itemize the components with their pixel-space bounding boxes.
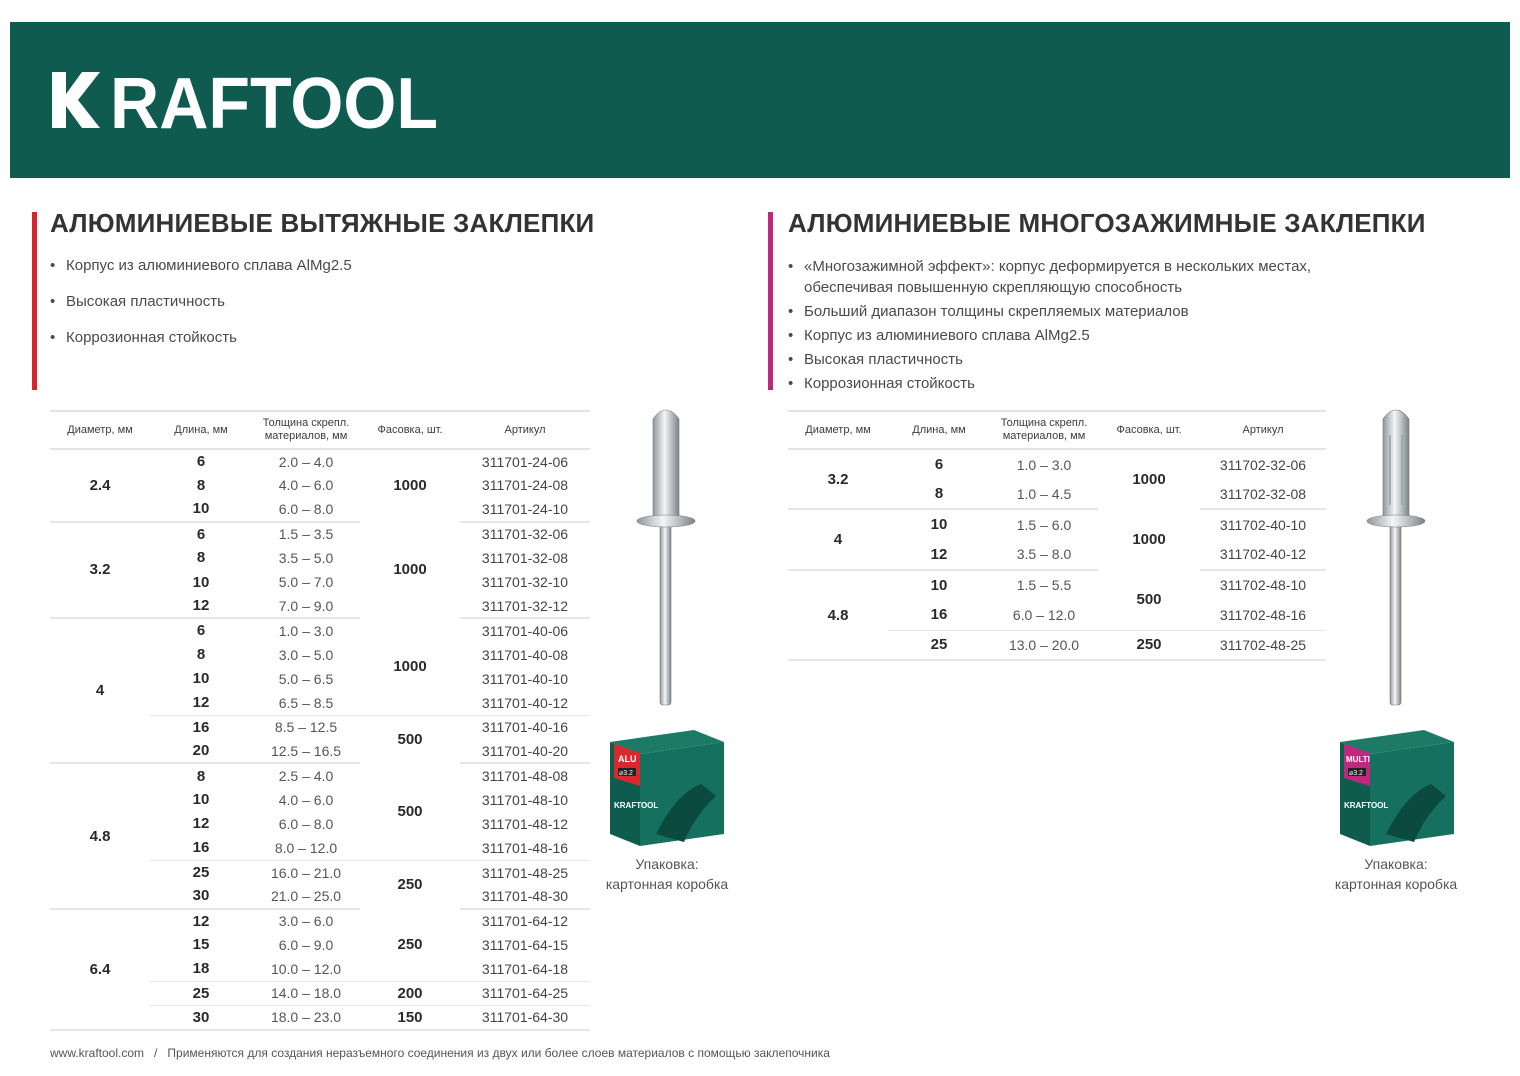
- article-cell: 311701-48-10: [481, 791, 569, 808]
- length-cell: 30: [150, 884, 252, 908]
- diameter-cell: 4.8: [50, 763, 150, 908]
- table-row: [788, 570, 1326, 600]
- length-cell: 10: [930, 516, 948, 534]
- table-row: [788, 449, 1326, 479]
- diameter-cell: 4: [50, 618, 150, 763]
- article-cell: 311702-48-25: [1200, 630, 1326, 660]
- diameter-cell: 3.2: [788, 449, 888, 509]
- length-cell: 8: [888, 479, 990, 509]
- table-row: [788, 509, 1326, 539]
- thickness-cell: 5.0 – 7.0: [278, 574, 334, 591]
- article-cell: 311701-48-12: [481, 815, 569, 832]
- thickness-cell: 18.0 – 23.0: [252, 1005, 360, 1029]
- diameter-cell: 3.2: [50, 522, 150, 619]
- article-cell: 311701-40-20: [460, 739, 590, 763]
- length-cell: 12: [192, 912, 210, 930]
- length-cell: 8: [196, 767, 206, 785]
- multigrip-rivet-image: [1366, 405, 1426, 710]
- article-cell: 311702-40-12: [1200, 540, 1326, 570]
- right-packaging-label: Упаковка: картонная коробка: [1334, 856, 1458, 892]
- col-header-length: Длина, мм: [150, 411, 252, 449]
- length-cell: 6: [934, 456, 944, 474]
- thickness-cell: 1.0 – 3.0: [278, 622, 334, 639]
- thickness-cell: 6.5 – 8.5: [252, 691, 360, 715]
- pack-cell: 500: [1098, 570, 1200, 630]
- article-cell: 311701-64-25: [460, 981, 590, 1005]
- length-cell: 10: [150, 497, 252, 521]
- article-cell: 311702-40-10: [1219, 516, 1307, 533]
- svg-text:MULTI: MULTI: [1346, 755, 1370, 764]
- length-cell: 8: [196, 476, 206, 494]
- col-header-article: Артикул: [1200, 411, 1326, 449]
- thickness-cell: 3.5 – 5.0: [278, 549, 334, 566]
- diameter-cell: 4.8: [788, 570, 888, 661]
- thickness-cell: 1.0 – 3.0: [1016, 456, 1072, 473]
- length-cell: 8: [196, 646, 206, 664]
- article-cell: 311701-24-06: [481, 453, 569, 470]
- article-cell: 311702-48-10: [1219, 577, 1307, 594]
- thickness-cell: 3.0 – 6.0: [278, 913, 334, 930]
- length-cell: 25: [888, 630, 990, 660]
- article-cell: 311701-32-12: [460, 594, 590, 618]
- thickness-cell: 6.0 – 12.0: [990, 600, 1098, 630]
- article-cell: 311701-64-30: [460, 1005, 590, 1029]
- thickness-cell: 14.0 – 18.0: [252, 981, 360, 1005]
- table-row: [50, 618, 590, 642]
- pull-rivet-image: [636, 405, 696, 710]
- svg-text:KRAFTOOL: KRAFTOOL: [1344, 801, 1389, 810]
- length-cell: 30: [150, 1005, 252, 1029]
- table-row: [50, 763, 590, 787]
- length-cell: 25: [150, 981, 252, 1005]
- footer-separator: /: [154, 1046, 158, 1060]
- table-row: [50, 522, 590, 546]
- left-bullet: • Высокая пластичность: [50, 292, 570, 328]
- footer-note: Применяются для создания неразъемного соединения из двух или более слоев материалов с помощью заклепочника: [167, 1046, 830, 1060]
- right-bullet: • Больший диапазон толщины скрепляемых материалов: [788, 301, 1348, 322]
- article-cell: 311701-32-08: [481, 549, 569, 566]
- multi-rivet-box-image: [1336, 724, 1458, 852]
- article-cell: 311701-64-18: [460, 957, 590, 981]
- length-cell: 10: [192, 791, 210, 809]
- thickness-cell: 21.0 – 25.0: [252, 884, 360, 908]
- article-cell: 311701-32-06: [481, 526, 569, 543]
- length-cell: 10: [192, 670, 210, 688]
- pack-cell: 150: [360, 1005, 460, 1029]
- right-bullet: • Высокая пластичность: [788, 349, 1348, 370]
- left-bullet-list: [50, 256, 570, 364]
- pack-cell: 200: [360, 981, 460, 1005]
- footer: [50, 1046, 830, 1060]
- diameter-cell: 4: [788, 509, 888, 569]
- article-cell: 311701-32-10: [481, 574, 569, 591]
- left-section-title: АЛЮМИНИЕВЫЕ ВЫТЯЖНЫЕ ЗАКЛЕПКИ: [50, 208, 595, 238]
- pack-cell: 1000: [1132, 471, 1166, 489]
- length-cell: 6: [196, 622, 206, 640]
- right-bullet: • Корпус из алюминиевого сплава AlMg2.5: [788, 325, 1348, 346]
- length-cell: 16: [888, 600, 990, 630]
- col-header-pack: Фасовка, шт.: [1098, 411, 1200, 449]
- thickness-cell: 8.5 – 12.5: [274, 719, 338, 736]
- length-cell: 20: [150, 739, 252, 763]
- length-cell: 16: [192, 718, 210, 736]
- article-cell: 311702-48-16: [1200, 600, 1326, 630]
- length-cell: 6: [196, 525, 206, 543]
- thickness-cell: 2.0 – 4.0: [278, 453, 334, 470]
- article-cell: 311702-32-08: [1200, 479, 1326, 509]
- col-header-pack: Фасовка, шт.: [360, 411, 460, 449]
- thickness-cell: 12.5 – 16.5: [252, 739, 360, 763]
- thickness-cell: 10.0 – 12.0: [252, 957, 360, 981]
- right-bullet: • «Многозажимной эффект»: корпус деформируется в нескольких местах, обеспечивая повышенную скрепляющую способность: [788, 256, 1348, 298]
- left-accent-bar: [32, 212, 37, 390]
- thickness-cell: 8.0 – 12.0: [252, 836, 360, 860]
- pack-cell: 250: [1098, 630, 1200, 660]
- pack-cell: 1000: [393, 561, 427, 579]
- pack-cell: 500: [360, 763, 460, 860]
- col-header-thickness: Толщина скрепл. материалов, мм: [990, 411, 1098, 449]
- col-header-article: Артикул: [460, 411, 590, 449]
- col-header-diameter: Диаметр, мм: [788, 411, 888, 449]
- table-row: [50, 909, 590, 933]
- left-packaging-label: Упаковка: картонная коробка: [605, 856, 729, 892]
- thickness-cell: 2.5 – 4.0: [278, 768, 334, 785]
- article-cell: 311701-48-25: [481, 864, 569, 881]
- thickness-cell: 6.0 – 8.0: [252, 497, 360, 521]
- kraftool-logo: [48, 68, 448, 132]
- col-header-thickness: Толщина скрепл. материалов, мм: [252, 411, 360, 449]
- thickness-cell: 3.0 – 5.0: [278, 646, 334, 663]
- left-spec-table: [50, 410, 590, 1031]
- left-bullet: • Корпус из алюминиевого сплава AlMg2.5: [50, 256, 570, 292]
- thickness-cell: 1.5 – 5.5: [1016, 577, 1072, 594]
- length-cell: 10: [192, 573, 210, 591]
- left-bullet: • Коррозионная стойкость: [50, 328, 570, 364]
- thickness-cell: 6.0 – 8.0: [278, 815, 334, 832]
- pack-cell: 500: [397, 731, 423, 748]
- right-section-title: АЛЮМИНИЕВЫЕ МНОГОЗАЖИМНЫЕ ЗАКЛЕПКИ: [788, 208, 1426, 238]
- length-cell: 12: [888, 540, 990, 570]
- article-cell: 311701-40-12: [460, 691, 590, 715]
- article-cell: 311701-40-08: [481, 646, 569, 663]
- article-cell: 311701-40-06: [481, 622, 569, 639]
- right-bullet-list: [788, 256, 1348, 397]
- alu-rivet-box-image: [606, 724, 728, 852]
- table-row: [50, 449, 590, 473]
- pack-cell: 250: [397, 876, 423, 894]
- length-cell: 12: [150, 594, 252, 618]
- svg-text:RAFTOOL: RAFTOOL: [110, 68, 438, 132]
- svg-text:ALU: ALU: [618, 754, 637, 764]
- right-bullet: • Коррозионная стойкость: [788, 373, 1348, 394]
- length-cell: 12: [150, 691, 252, 715]
- thickness-cell: 7.0 – 9.0: [252, 594, 360, 618]
- article-cell: 311701-24-08: [481, 477, 569, 494]
- col-header-length: Длина, мм: [888, 411, 990, 449]
- pack-cell: 1000: [1132, 531, 1166, 549]
- article-cell: 311701-24-10: [460, 497, 590, 521]
- footer-site-link[interactable]: www.kraftool.com: [50, 1046, 145, 1060]
- article-cell: 311701-64-12: [481, 913, 569, 930]
- thickness-cell: 4.0 – 6.0: [278, 791, 334, 808]
- svg-text:⌀3.2: ⌀3.2: [1349, 770, 1363, 777]
- pack-cell: 250: [360, 909, 460, 982]
- length-cell: 16: [150, 836, 252, 860]
- right-spec-table: [788, 410, 1326, 661]
- diameter-cell: 2.4: [50, 449, 150, 522]
- svg-text:⌀3.2: ⌀3.2: [619, 770, 633, 777]
- thickness-cell: 1.5 – 6.0: [1016, 516, 1072, 533]
- length-cell: 10: [930, 576, 948, 594]
- article-cell: 311701-48-16: [460, 836, 590, 860]
- length-cell: 8: [196, 549, 206, 567]
- article-cell: 311701-64-15: [481, 936, 569, 953]
- pack-cell: 1000: [360, 618, 460, 715]
- thickness-cell: 6.0 – 9.0: [278, 936, 334, 953]
- thickness-cell: 4.0 – 6.0: [278, 477, 334, 494]
- thickness-cell: 1.0 – 4.5: [990, 479, 1098, 509]
- thickness-cell: 16.0 – 21.0: [270, 864, 342, 881]
- length-cell: 25: [192, 864, 210, 882]
- thickness-cell: 13.0 – 20.0: [990, 630, 1098, 660]
- length-cell: 12: [192, 815, 210, 833]
- diameter-cell: 6.4: [50, 909, 150, 1030]
- article-cell: 311701-40-16: [481, 719, 569, 736]
- thickness-cell: 1.5 – 3.5: [278, 526, 334, 543]
- pack-cell: 1000: [393, 477, 427, 495]
- article-cell: 311702-32-06: [1219, 456, 1307, 473]
- svg-text:KRAFTOOL: KRAFTOOL: [614, 801, 659, 810]
- thickness-cell: 5.0 – 6.5: [278, 670, 334, 687]
- article-cell: 311701-48-30: [460, 884, 590, 908]
- length-cell: 15: [192, 936, 210, 954]
- article-cell: 311701-40-10: [481, 670, 569, 687]
- right-accent-bar: [768, 212, 773, 390]
- thickness-cell: 3.5 – 8.0: [990, 540, 1098, 570]
- length-cell: 18: [150, 957, 252, 981]
- article-cell: 311701-48-08: [481, 768, 569, 785]
- col-header-diameter: Диаметр, мм: [50, 411, 150, 449]
- length-cell: 6: [196, 453, 206, 471]
